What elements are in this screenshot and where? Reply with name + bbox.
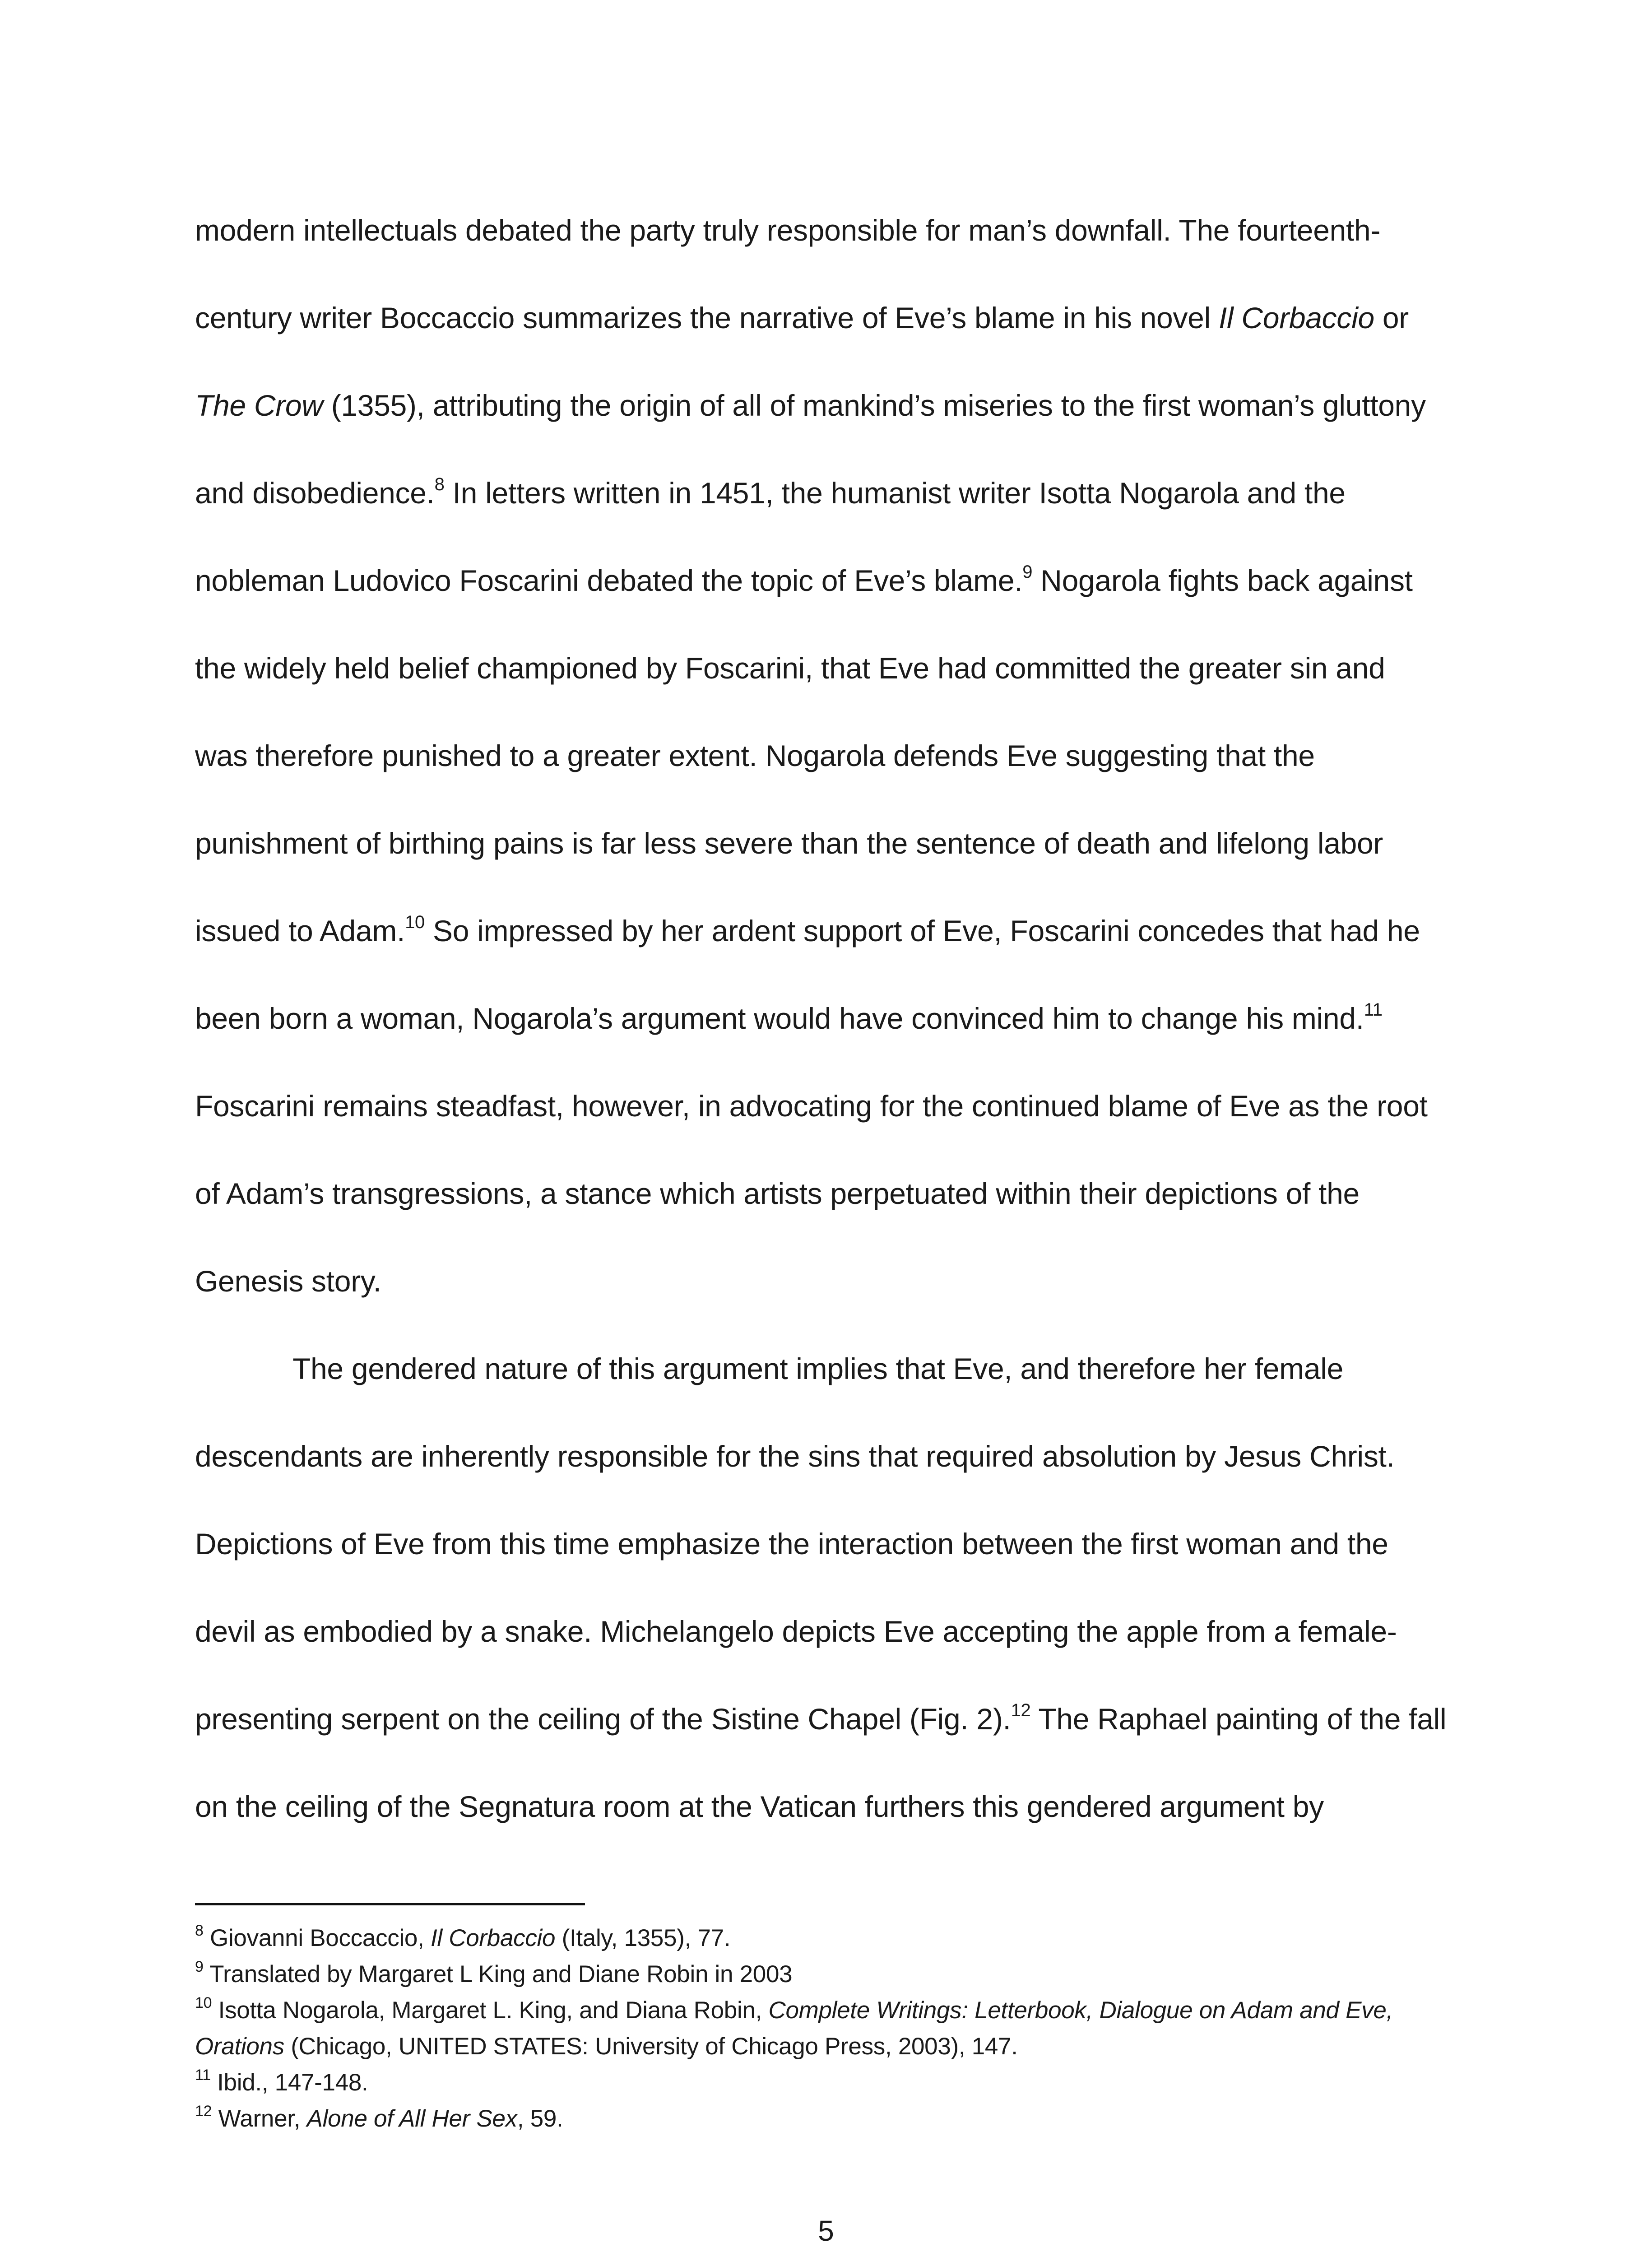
body-text: was therefore punished to a greater extent. Nogarola defends Eve suggesting that the xyxy=(195,739,1315,772)
body-text: modern intellectuals debated the party truly responsible for man’s downfall. The fourteenth- xyxy=(195,214,1381,247)
body-line xyxy=(195,1175,1360,1212)
footnote-reference[interactable]: 11 xyxy=(1364,1000,1383,1020)
italic-title: The Crow xyxy=(195,389,323,422)
body-line xyxy=(195,387,1426,423)
footnote-11 xyxy=(195,2068,368,2097)
body-text: or xyxy=(1374,301,1409,334)
body-text: Depictions of Eve from this time emphasize the interaction between the first woman and the xyxy=(195,1527,1388,1560)
body-text: and disobedience. xyxy=(195,476,435,510)
body-text: The gendered nature of this argument implies that Eve, and therefore her female xyxy=(292,1352,1344,1385)
body-text: devil as embodied by a snake. Michelangelo depicts Eve accepting the apple from a female- xyxy=(195,1615,1397,1648)
footnote-text: Warner, xyxy=(212,2105,307,2132)
body-text: century writer Boccaccio summarizes the narrative of Eve’s blame in his novel xyxy=(195,301,1219,334)
body-text: nobleman Ludovico Foscarini debated the topic of Eve’s blame. xyxy=(195,564,1023,597)
body-text: The Raphael painting of the fall xyxy=(1030,1702,1447,1736)
body-text: been born a woman, Nogarola’s argument would have convinced him to change his mind. xyxy=(195,1002,1364,1035)
body-line xyxy=(195,650,1385,686)
footnote-separator xyxy=(195,1903,585,1905)
body-line xyxy=(195,913,1420,949)
italic-title: Alone of All Her Sex xyxy=(306,2105,517,2132)
body-line xyxy=(195,1526,1388,1562)
footnote-8 xyxy=(195,1924,730,1953)
footnote-text: (Italy, 1355), 77. xyxy=(555,1925,731,1951)
body-text: on the ceiling of the Segnatura room at the Vatican furthers this gendered argument by xyxy=(195,1790,1324,1823)
body-line xyxy=(195,1613,1397,1649)
footnote-reference[interactable]: 10 xyxy=(405,912,425,932)
body-text: the widely held belief championed by Foscarini, that Eve had committed the greater sin and xyxy=(195,651,1385,685)
italic-title: Complete Writings: Letterbook, Dialogue on Adam and Eve, xyxy=(768,1997,1393,2024)
body-line xyxy=(195,1438,1395,1474)
body-text: issued to Adam. xyxy=(195,914,405,947)
footnote-text: Translated by Margaret L King and Diane Robin in 2003 xyxy=(203,1961,793,1988)
body-text: (1355), attributing the origin of all of mankind’s miseries to the first woman’s gluttony xyxy=(323,389,1426,422)
footnote-9 xyxy=(195,1960,792,1989)
body-line xyxy=(195,1088,1428,1124)
footnote-10-continued xyxy=(195,2032,1018,2061)
paragraph-first-line xyxy=(292,1351,1343,1387)
body-line xyxy=(195,212,1380,248)
footnote-reference[interactable]: 8 xyxy=(434,474,445,494)
body-line xyxy=(195,1788,1324,1825)
body-line xyxy=(195,562,1413,599)
body-line xyxy=(195,475,1346,511)
footnote-number: 12 xyxy=(195,2103,212,2120)
body-text: In letters written in 1451, the humanist writer Isotta Nogarola and the xyxy=(444,476,1346,510)
body-text: Foscarini remains steadfast, however, in advocating for the continued blame of Eve as the root xyxy=(195,1089,1428,1123)
body-text: presenting serpent on the ceiling of the Sistine Chapel (Fig. 2). xyxy=(195,1702,1011,1736)
footnote-text: , 59. xyxy=(517,2105,563,2132)
body-line xyxy=(195,1263,381,1299)
italic-title: Il Corbaccio xyxy=(430,1925,556,1951)
body-line xyxy=(195,738,1315,774)
body-text: Genesis story. xyxy=(195,1264,381,1298)
italic-title: Orations xyxy=(195,2033,284,2060)
footnote-10 xyxy=(195,1996,1393,2025)
body-line xyxy=(195,1000,1383,1036)
footnote-number: 11 xyxy=(195,2067,211,2084)
page-number: 5 xyxy=(818,2215,834,2247)
footnote-text: (Chicago, UNITED STATES: University of Chicago Press, 2003), 147. xyxy=(284,2033,1018,2060)
body-text: Nogarola fights back against xyxy=(1032,564,1413,597)
footnote-reference[interactable]: 12 xyxy=(1011,1700,1031,1720)
footnote-number: 10 xyxy=(195,1994,212,2012)
body-text: So impressed by her ardent support of Eve, Foscarini concedes that had he xyxy=(425,914,1420,947)
body-line xyxy=(195,1701,1446,1737)
body-line xyxy=(195,300,1409,336)
footnote-text: Isotta Nogarola, Margaret L. King, and Diana Robin, xyxy=(212,1997,769,2024)
body-text: of Adam’s transgressions, a stance which artists perpetuated within their depictions of the xyxy=(195,1177,1360,1210)
body-text: descendants are inherently responsible for the sins that required absolution by Jesus Christ. xyxy=(195,1440,1395,1473)
footnote-number: 8 xyxy=(195,1922,204,1940)
footnote-reference[interactable]: 9 xyxy=(1022,562,1033,582)
body-text: punishment of birthing pains is far less severe than the sentence of death and lifelong labor xyxy=(195,827,1383,860)
footnote-12 xyxy=(195,2104,563,2133)
footnote-text: Giovanni Boccaccio, xyxy=(203,1925,431,1951)
footnote-text: Ibid., 147-148. xyxy=(210,2069,368,2096)
italic-title: Il Corbaccio xyxy=(1218,301,1374,334)
footnote-number: 9 xyxy=(195,1958,204,1976)
body-line xyxy=(195,825,1383,861)
